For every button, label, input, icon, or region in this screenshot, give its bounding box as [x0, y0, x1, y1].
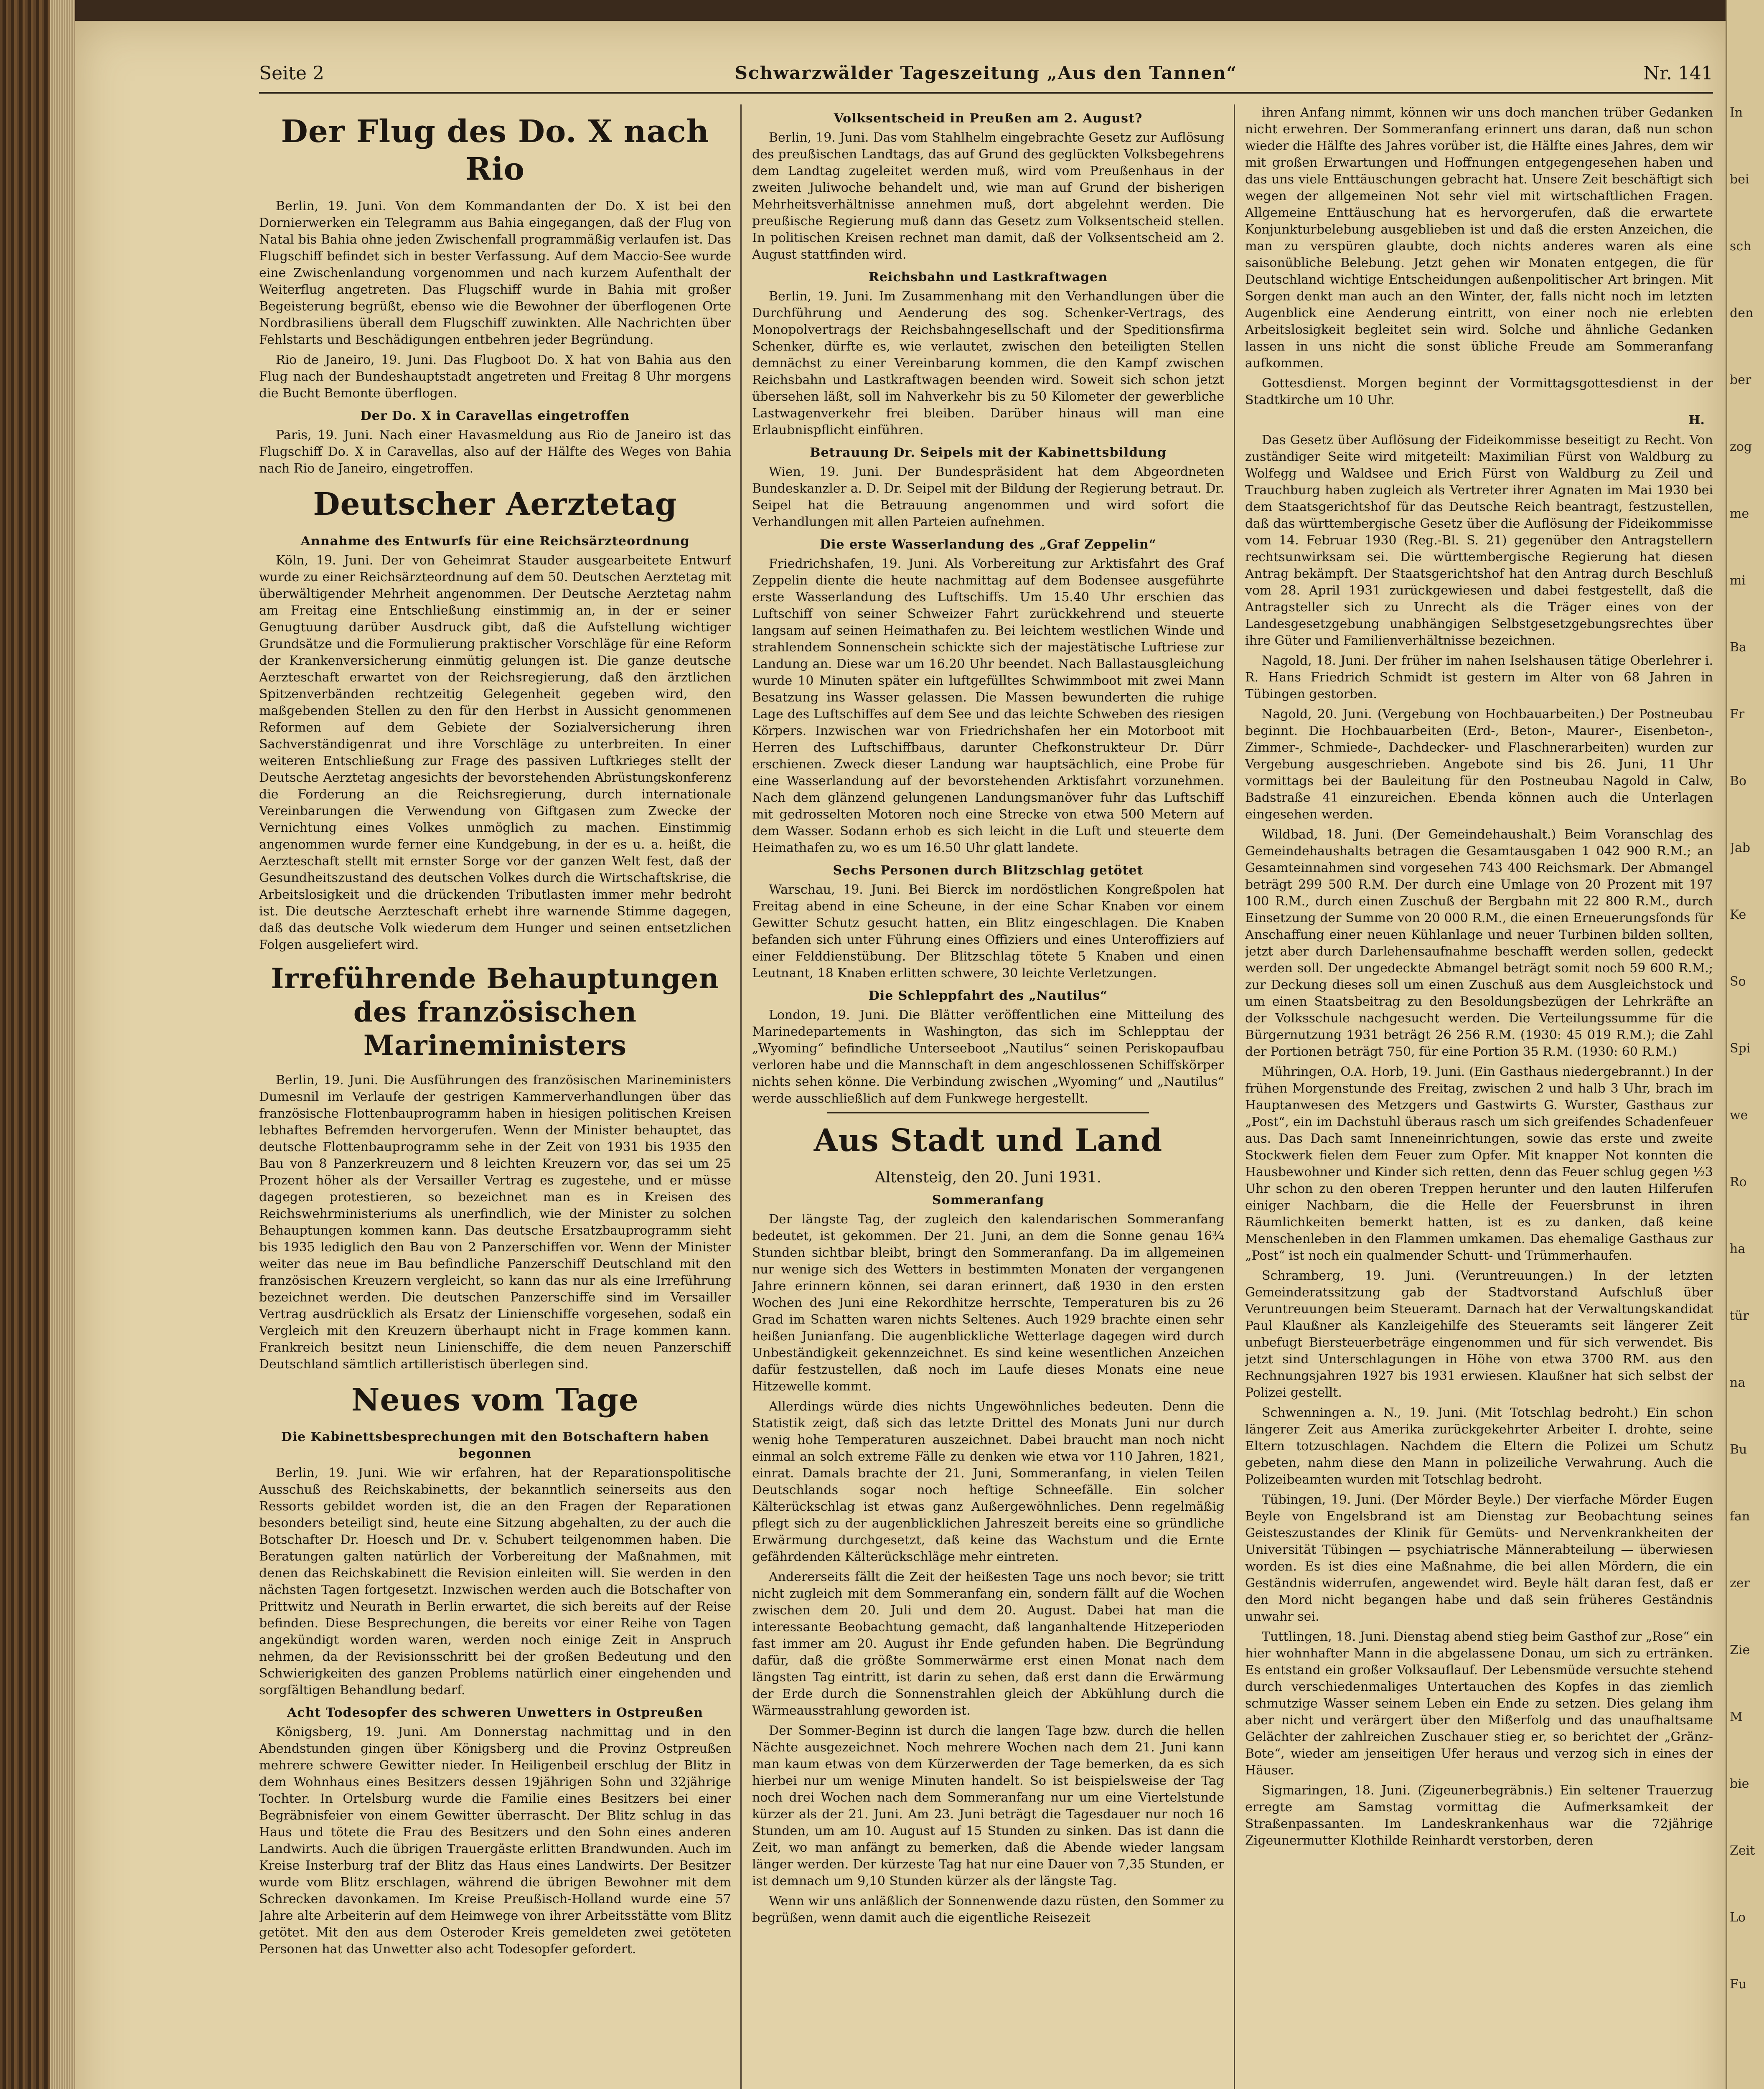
article-paragraph: Nagold, 18. Juni. Der früher im nahen Iselshausen tätige Oberlehrer i. R. Hans Friedrich Schmidt ist gestern im Alter von 68 Jahren in Tübingen gestorben.: [1245, 653, 1713, 701]
subheadline: Annahme des Entwurfs für eine Reichsärzteordnung: [300, 534, 690, 549]
adjacent-text-fragment: Bu: [1730, 1442, 1747, 1457]
adjacent-text-fragment: na: [1730, 1375, 1746, 1390]
article-paragraph: Königsberg, 19. Juni. Am Donnerstag nachmittag und in den Abendstunden gingen über Königsberg und die Provinz Ostpreußen mehrere schwere Gewitter nieder. In Heiligenbeil erschlug der Blitz in dem Wohnhaus eines Besitzers dessen 19jährigen Sohn und 32jährige Tochter. In Ortelsburg wurde die Familie eines Besitzers bei einer Begräbnisfeier von einem Gewitter überrascht. Der Blitz schlug in das Haus und tötete die Frau des Besitzers und den Sohn eines anderen Landwirts. Auch die übrigen Trauergäste erlitten Brandwunden. Auch im Kreise Insterburg traf der Blitz das Haus eines Landwirts. Der Besitzer wurde vom Blitz erschlagen, während die übrigen Bewohner mit dem Schrecken davonkamen. Im Kreise Preußisch-Holland wurde eine 57 Jahre alte Arbeiterin auf dem Heimwege von ihrer Arbeitsstätte vom Blitz getötet. Mit den aus dem Osteroder Kreis gemeldeten zwei getöteten Personen hat das Unwetter also acht Todesopfer gefordert.: [259, 1725, 731, 1957]
author-initial: H.: [1688, 413, 1705, 427]
adjacent-page-fragment: [1730, 104, 1759, 2089]
article-paragraph: Berlin, 19. Juni. Die Ausführungen des französischen Marineministers Dumesnil im Verlaufe der gestrigen Kammerverhandlungen über das französische Flottenbauprogramm haben in hiesigen politischen Kreisen lebhaftes Befremden hervorgerufen. Wenn der Minister behauptet, das deutsche Flottenbauprogramm sehe in der Zeit von 1931 bis 1935 den Bau von 8 Panzerkreuzern und 8 leichten Kreuzern vor, das sei um 25 Prozent höher als der Versailler Vertrag es zugestehe, und er müsse dagegen protestieren, so bezeichnet man es in Kreisen des Reichswehrministeriums als unerfindlich, wie der Minister zu solchen Behauptungen kommen kann. Das deutsche Ersatzbauprogramm sieht bis 1935 lediglich den Bau von 2 Panzerschiffen vor. Wenn der Minister weiter das neue im Bau befindliche Panzerschiff Deutschland mit den französischen Kreuzern vergleicht, so kann das nur als eine Irreführung bezeichnet werden. Die deutschen Panzerschiffe sind im Versailler Vertrag ausdrücklich als Ersatz der Linienschiffe vorgesehen, sodaß ein Vergleich mit den Kreuzern überhaupt nicht in Frage kommen kann. Frankreich besitzt neun Linienschiffe, die dem neuen Panzerschiff Deutschland sämtlich artilleristisch überlegen sind.: [259, 1073, 731, 1372]
subheadline: Der Do. X in Caravellas eingetroffen: [360, 409, 630, 423]
subheadline: Sechs Personen durch Blitzschlag getötet: [833, 863, 1144, 878]
article-paragraph: Der Sommer-Beginn ist durch die langen Tage bzw. durch die hellen Nächte ausgezeichnet. Noch mehrere Wochen nach dem 21. Juni kann man kaum etwas von dem Kürzerwerden der Tage bemerken, da es sich hierbei nur um wenige Minuten handelt. So ist beispielsweise der Tag noch drei Wochen nach dem Sommeranfang nur um eine Viertelstunde kürzer als der 21. Juni. Am 23. Juni beträgt die Tagesdauer nur noch 16 Stunden, um am 10. August auf 15 Stunden zu sinken. Das ist dann die Zeit, wo man anfängt zu bemerken, daß die Abende wieder langsam länger werden. Der kürzeste Tag hat nur eine Dauer von 7,35 Stunden, er ist demnach um 9,10 Stunden kürzer als der längste Tag.: [752, 1723, 1224, 1888]
newspaper-title: Schwarzwälder Tageszeitung „Aus den Tannen“: [735, 63, 1238, 83]
adjacent-text-fragment: In: [1730, 105, 1743, 120]
column-3: [1245, 104, 1713, 2089]
adjacent-text-fragment: Lo: [1730, 1910, 1746, 1925]
adjacent-text-fragment: Jab: [1730, 841, 1751, 855]
headline-neues-vom-tage: Neues vom Tage: [351, 1382, 639, 1418]
adjacent-text-fragment: Fr: [1730, 707, 1745, 722]
headline-aus-stadt-und-land: Aus Stadt und Land: [813, 1123, 1163, 1159]
subheadline: Sommeranfang: [932, 1193, 1045, 1207]
adjacent-text-fragment: zer: [1730, 1576, 1750, 1591]
column-1: [259, 104, 731, 2089]
adjacent-text-fragment: So: [1730, 974, 1746, 989]
adjacent-text-fragment: ber: [1730, 373, 1751, 387]
adjacent-text-fragment: Bo: [1730, 774, 1747, 788]
adjacent-text-fragment: sch: [1730, 239, 1751, 254]
adjacent-text-fragment: fan: [1730, 1509, 1750, 1524]
article-paragraph: Paris, 19. Juni. Nach einer Havasmeldung aus Rio de Janeiro ist das Flugschiff Do. X in Caravellas, also auf der Hälfte des Weges von Bahia nach Rio de Janeiro, eingetroffen.: [259, 428, 731, 476]
adjacent-text-fragment: Zie: [1730, 1643, 1750, 1657]
adjacent-text-fragment: Ro: [1730, 1175, 1747, 1189]
adjacent-text-fragment: me: [1730, 506, 1749, 521]
subheadline: Die erste Wasserlandung des „Graf Zeppelin“: [820, 537, 1157, 552]
article-paragraph: Nagold, 20. Juni. (Vergebung von Hochbauarbeiten.) Der Postneubau beginnt. Die Hochbauarbeiten (Erd-, Beton-, Maurer-, Eisenbeton-, Zimmer-, Schmiede-, Dachdecker- und Flaschnerarbeiten) wurden zur Vergebung ausgeschrieben. Angebote sind bis 26. Juni, 11 Uhr vormittags bei der Bauleitung für den Postneubau Nagold in Calw, Badstraße 41 einzureichen. Ebenda können auch die Unterlagen eingesehen werden.: [1245, 707, 1713, 822]
adjacent-text-fragment: bei: [1730, 172, 1749, 187]
headline-aerztetag: Deutscher Aerztetag: [313, 486, 677, 522]
article-paragraph: Rio de Janeiro, 19. Juni. Das Flugboot Do. X hat von Bahia aus den Flug nach der Bundeshauptstadt angetreten und Freitag 8 Uhr morgens die Bucht Bemonte überflogen.: [259, 353, 731, 401]
page-label: Seite 2: [259, 63, 324, 84]
page-header: [259, 63, 1713, 94]
dateline: Altensteig, den 20. Juni 1931.: [874, 1169, 1102, 1186]
article-paragraph: Schramberg, 19. Juni. (Veruntreuungen.) In der letzten Gemeinderatssitzung gab der Stadtvorstand Aufschluß über Veruntreuungen beim Steueramt. Darnach hat der Verwaltungskandidat Paul Klaußner als Kanzleigehilfe des Steueramts seit längerer Zeit unbefugt Biersteuerbeträge eingenommen und für sich verwendet. Bis jetzt sind Unterschlagungen in Höhe von etwa 3700 RM. aus den Rechnungsjahren 1927 bis 1931 erwiesen. Klaußner hat sich selbst der Polizei gestellt.: [1245, 1268, 1713, 1400]
article-paragraph: Schwenningen a. N., 19. Juni. (Mit Totschlag bedroht.) Ein schon längerer Zeit aus Amerika zurückgekehrter Arbeiter I. drohte, seine Eltern totzuschlagen. Nachdem die Eltern die Polizei um Schutz gebeten, nahm diese den Mann in polizeiliche Verwahrung. Auch die Polizeibeamten wurden mit Totschlag bedroht.: [1245, 1405, 1713, 1487]
adjacent-text-fragment: ha: [1730, 1242, 1746, 1256]
article-paragraph: Wien, 19. Juni. Der Bundespräsident hat dem Abgeordneten Bundeskanzler a. D. Dr. Seipel mit der Bildung der Regierung betraut. Dr. Seipel hat die Betrauung angenommen und wird sofort die Verhandlungen mit allen Parteien aufnehmen.: [752, 465, 1224, 529]
adjacent-text-fragment: zog: [1730, 440, 1752, 454]
subheadline: Acht Todesopfer des schweren Unwetters in Ostpreußen: [287, 1705, 703, 1720]
article-paragraph: Der längste Tag, der zugleich den kalendarischen Sommeranfang bedeutet, ist gekommen. Der 21. Juni, an dem die Sonne genau 16¾ Stunden sichtbar bleibt, bringt den Sommeranfang. Da im allgemeinen nur wenige sich des Wetters in bestimmten Monaten der vergangenen Jahre erinnern können, sei daran erinnert, daß 1930 in den ersten Wochen des Juni eine Rekordhitze herrschte, Temperaturen bis zu 26 Grad im Schatten waren nichts Seltenes. Auch 1929 brachte einen sehr heißen Junianfang. Die augenblickliche Wetterlage dagegen wird durch Unbeständigkeit gekennzeichnet. Es sind keine wesentlichen Anzeichen dafür festzustellen, daß noch im Laufe dieses Monats eine neue Hitzewelle kommt.: [752, 1212, 1224, 1394]
subheadline: Die Kabinettsbesprechungen mit den Botschaftern haben begonnen: [281, 1430, 709, 1461]
column-rule: [1234, 104, 1235, 2089]
article-paragraph: London, 19. Juni. Die Blätter veröffentlichen eine Mitteilung des Marinedepartements in Washington, das sich im Schlepptau der „Wyoming“ befindliche Unterseeboot „Nautilus“ seinen Periskopaufbau verloren habe und die Mannschaft in dem angeschlossenen Schiffskörper nichts sehen könne. Die Verbindung zwischen „Wyoming“ und „Nautilus“ werde ausschließlich auf dem Funkwege hergestellt.: [752, 1008, 1224, 1106]
adjacent-text-fragment: bie: [1730, 1776, 1749, 1791]
article-paragraph: Berlin, 19. Juni. Wie wir erfahren, hat der Reparationspolitische Ausschuß des Reichskabinetts, der bekanntlich seinerseits aus den Ressorts gebildet worden ist, die an den Fragen der Reparationen besonders beteiligt sind, heute eine Sitzung abgehalten, zu der auch die Botschafter Dr. Hoesch und Dr. v. Schubert teilgenommen haben. Die Beratungen galten natürlich der Vorbereitung der Maßnahmen, mit denen das Reichskabinett die Revision einleiten will. Sie werden in den nächsten Tagen fortgesetzt. Inzwischen werden auch die Botschafter von Prittwitz und Neurath in Berlin erwartet, die sich bereits auf der Reise befinden. Diese Besprechungen, die bereits vor einer Reihe von Tagen angekündigt worden waren, werden noch einige Zeit in Anspruch nehmen, da der Revisionsschritt bei der großen Bedeutung und den Schwierigkeiten des ganzen Problems natürlich einer eingehenden und sorgfältigen Behandlung bedarf.: [259, 1466, 731, 1698]
headline-marineminister: Irreführende Behauptungen des französischen Marineministers: [271, 962, 719, 1062]
article-paragraph: Berlin, 19. Juni. Das vom Stahlhelm eingebrachte Gesetz zur Auflösung des preußischen Landtags, das auf Grund des geglückten Volksbegehrens dem Landtag zugeleitet werden muß, wird vom Preußenhaus in der zweiten Juliwoche behandelt und, wie man auf Grund der bisherigen Mehrheitsverhältnisse annehmen muß, dort abgelehnt werden. Die preußische Regierung muß dann das Gesetz zum Volksentscheid stellen. In politischen Kreisen rechnet man damit, daß der Volksentscheid am 2. August stattfinden wird.: [752, 130, 1224, 262]
adjacent-text-fragment: Fu: [1730, 1977, 1747, 1992]
article-paragraph: Friedrichshafen, 19. Juni. Als Vorbereitung zur Arktisfahrt des Graf Zeppelin diente die heute nachmittag auf dem Bodensee ausgeführte erste Wasserlandung des Luftschiffs. Um 15.40 Uhr erschien das Luftschiff von seiner Schweizer Fahrt zurückkehrend und steuerte langsam auf seinen Heimathafen zu. Bei leichtem westlichen Winde und strahlendem Sonnenschein schickte sich der majestätische Luftriese zur Landung an. Diese war um 16.20 Uhr beendet. Nach Ballastausgleichung wurde 10 Minuten später ein luftgefülltes Schwimmboot mit zwei Mann Besatzung ins Wasser gelassen. Die Massen bewunderten die ruhige Lage des Luftschiffes auf dem See und das leichte Schweben des riesigen Körpers. Inzwischen war von Friedrichshafen her ein Motorboot mit Herren des Luftschiffbaus, darunter Chefkonstrukteur Dr. Dürr erschienen. Zweck dieser Landung war hauptsächlich, eine Probe für eine Wasserlandung auf der bevorstehenden Arktisfahrt vorzunehmen. Nach dem glänzend gelungenen Landungsmanöver fuhr das Luftschiff mit gedrosselten Motoren noch eine Strecke von etwa 500 Metern auf dem Wasser. Sodann erhob es sich leicht in die Luft und steuerte dem Heimathafen zu, wo es um 16.50 Uhr glatt landete.: [752, 557, 1224, 855]
adjacent-text-fragment: tür: [1730, 1309, 1749, 1323]
article-paragraph: Sigmaringen, 18. Juni. (Zigeunerbegräbnis.) Ein seltener Trauerzug erregte am Samstag vormittag die Aufmerksamkeit der Straßenpassanten. Im Landeskrankenhaus war die 72jährige Zigeunermutter Klothilde Reinhardt verstorben, deren: [1245, 1783, 1713, 1848]
article-paragraph: Warschau, 19. Juni. Bei Bierck im nordöstlichen Kongreßpolen hat Freitag abend in eine Scheune, in der eine Schar Knaben vor einem Gewitter Schutz gesucht hatten, ein Blitz eingeschlagen. Die Knaben befanden sich unter Führung eines Offiziers und eines Unteroffiziers auf einer Felddienstübung. Der Blitzschlag tötete 5 Knaben und einen Leutnant, 18 Knaben erlitten schwere, 30 leichte Verletzungen.: [752, 882, 1224, 981]
article-paragraph: Berlin, 19. Juni. Im Zusammenhang mit den Verhandlungen über die Durchführung und Aenderung des sog. Schenker-Vertrags, des Monopolvertrags der Reichsbahngesellschaft und der Speditionsfirma Schenker, dürfte es, wie verlautet, zwischen den beteiligten Stellen demnächst zu einer Vereinbarung kommen, die den Kampf zwischen Reichsbahn und Lastkraftwagen beenden wird. Soweit sich schon jetzt übersehen läßt, soll im Nahverkehr bis zu 50 Kilometer der gewerbliche Lastwagenverkehr frei bleiben. Darüber hinaus will man eine Erlaubnispflicht einführen.: [752, 289, 1224, 437]
column-rule: [740, 104, 742, 2089]
column-2: [752, 104, 1224, 2089]
adjacent-text-fragment: Ke: [1730, 907, 1746, 922]
adjacent-text-fragment: M: [1730, 1710, 1743, 1724]
adjacent-text-fragment: Zeit: [1730, 1843, 1755, 1858]
subheadline: Reichsbahn und Lastkraftwagen: [868, 270, 1108, 285]
article-paragraph: Das Gesetz über Auflösung der Fideikommisse beseitigt zu Recht. Von zuständiger Seite wird mitgeteilt: Maximilian Fürst von Waldburg zu Wolfegg und Waldsee und Erich Fürst von Waldburg zu Zeil und Trauchburg haben zugleich als Vertreter ihrer Agnaten im Mai 1930 bei dem Staatsgerichtshof für das Deutsche Reich beantragt, festzustellen, daß das württembergische Gesetz über die Auflösung der Fideikommisse vom 14. Februar 1930 (Reg.-Bl. S. 21) gegenüber den Antragstellern rechtsunwirksam sei. Die württembergische Regierung hat diesen Antrag bekämpft. Der Staatsgerichtshof hat den Antrag durch Beschluß vom 28. April 1931 zurückgewiesen und dabei festgestellt, daß die Antragsteller sich zu Unrecht als die Träger eines von der Landesgesetzgebung unabhängigen Selbstgesetzgebungsrechtes über ihre Güter und Familienverhältnisse bezeichnen.: [1245, 433, 1713, 648]
adjacent-text-fragment: we: [1730, 1108, 1748, 1123]
headline-flug-do-x: Der Flug des Do. X nach Rio: [281, 114, 709, 187]
article-paragraph: Gottesdienst. Morgen beginnt der Vormittagsgottesdienst in der Stadtkirche um 10 Uhr.: [1245, 376, 1713, 407]
adjacent-text-fragment: den: [1730, 306, 1754, 320]
adjacent-text-fragment: Spi: [1730, 1041, 1751, 1056]
article-paragraph: Wildbad, 18. Juni. (Der Gemeindehaushalt.) Beim Voranschlag des Gemeindehaushalts betragen die Gesamtausgaben 1 042 900 R.M.; an Gesamteinnahmen sind vorgesehen 743 400 Reichsmark. Der Abmangel beträgt 299 500 R.M. Der durch eine Umlage von 20 Prozent mit 197 100 R.M., durch einen Zuschuß der Bergbahn mit 22 800 R.M., durch Einsetzung der Summe von 20 000 R.M., die einen Erneuerungsfonds für Anschaffung einer neuen Kühlanlage und neuer Turbinen bilden sollten, jetzt aber durch Darlehensaufnahme beschafft werden sollen, gedeckt werden soll. Der ungedeckte Abmangel beträgt somit noch 59 600 R.M.; zur Deckung dieses soll um einen Zuschuß aus dem Ausgleichstock und um einen Staatsbeitrag zu den Besoldungsbezügen der Lehrkräfte an der Volksschule nachgesucht werden. Die Verteilungssumme für die Bürgernutzung 1931 beträgt 26 256 R.M. (1930: 45 019 R.M.); die Zahl der Portionen beträgt 750, für eine Portion 35 R.M. (1930: 60 R.M.): [1245, 827, 1713, 1059]
article-paragraph: Mühringen, O.A. Horb, 19. Juni. (Ein Gasthaus niedergebrannt.) In der frühen Morgenstunde des Freitag, zwischen 2 und halb 3 Uhr, brach im Hauptanwesen des Metzgers und Gastwirts G. Wurster, Gasthaus zur „Post“, ein im Dachstuhl überaus rasch um sich greifendes Schadenfeuer aus. Das Dach samt Inneneinrichtungen, sowie das erste und zweite Stockwerk fielen dem Feuer zum Opfer. Mit knapper Not konnten die Hausbewohner und Kinder sich retten, denn das Feuer schlug gegen ½3 Uhr schon zu den oberen Treppen herunter und den lauten Hilferufen einiger Nachbarn, die die Helle der Feuersbrunst in ihren Räumlichkeiten bemerkt hatten, ist es zu danken, daß keine Menschenleben in den Flammen umkamen. Das ehemalige Gasthaus zur „Post“ ist noch ein qualmender Schutt- und Trümmerhaufen.: [1245, 1065, 1713, 1263]
article-paragraph: Berlin, 19. Juni. Von dem Kommandanten der Do. X ist bei den Dornierwerken ein Telegramm aus Bahia eingegangen, daß der Flug von Natal bis Bahia ohne jeden Zwischenfall programmäßig verlaufen ist. Das Flugschiff befindet sich in bester Verfassung. Auf dem Maccio-See wurde eine Zwischenlandung vorgenommen und nach kurzem Aufenthalt der Weiterflug angetreten. Das Flugschiff wurde in Bahia mit großer Begeisterung begrüßt, ebenso wie die Bewohner der überflogenen Orte Nordbrasiliens überall dem Flugschiff zuwinkten. Alle Nachrichten über Fehlstarts und Beschädigungen entbehren jeder Begründung.: [259, 199, 731, 347]
section-divider: [827, 1112, 1149, 1113]
adjacent-text-fragment: mi: [1730, 573, 1746, 588]
article-paragraph: Andererseits fällt die Zeit der heißesten Tage uns noch bevor; sie tritt nicht zugleich mit dem Sommeranfang ein, sondern fällt auf die Wochen zwischen dem 20. Juli und dem 20. August. Dabei hat man die interessante Beobachtung gemacht, daß langanhaltende Hitzeperioden fast immer am 20. August ihr Ende gefunden haben. Die Begründung dafür, daß die größte Sommerwärme erst einen Monat nach dem längsten Tag eintritt, ist darin zu sehen, daß erst dann die Erwärmung der Erde durch die Sonnenstrahlen gleich der Abkühlung durch die Wärmeausstrahlung geworden ist.: [752, 1570, 1224, 1718]
article-paragraph: ihren Anfang nimmt, können wir uns doch manchen trüber Gedanken nicht erwehren. Der Sommeranfang erinnert uns daran, daß nun schon wieder die Hälfte des Jahres vorüber ist, die Hälfte eines Jahres, dem wir mit großen Erwartungen und Hoffnungen entgegengesehen haben und das uns viele Enttäuschungen gebracht hat. Unsere Zeit beschäftigt sich wegen der allgemeinen Not sehr viel mit wirtschaftlichen Fragen. Allgemeine Enttäuschung hat es hervorgerufen, daß die erwartete Konjunkturbelebung ausgeblieben ist und daß die ersten Anzeichen, die man zu verspüren glaubte, doch nichts anderes waren als eine saisonübliche Belebung. Jetzt gehen wir Monaten entgegen, die für Deutschland wichtige Entscheidungen außenpolitischer Art bringen. Mit Sorgen denkt man auch an den Winter, der, falls nicht noch im letzten Augenblick eine Aenderung eintritt, von einer noch nie erlebten Arbeitslosigkeit begleitet sein wird. Solche und ähnliche Gedanken lassen in uns nicht die sonst übliche Freude am Sommeranfang aufkommen.: [1245, 105, 1713, 371]
subheadline: Die Schleppfahrt des „Nautilus“: [868, 989, 1108, 1003]
book-binding: [0, 0, 50, 2089]
page-stack-edge: [50, 0, 75, 2089]
issue-number: Nr. 141: [1643, 63, 1713, 84]
article-paragraph: Tuttlingen, 18. Juni. Dienstag abend stieg beim Gasthof zur „Rose“ ein hier wohnhafter Mann in die abgelassene Donau, um sich zu ertränken. Es entstand ein großer Volksauflauf. Der Lebensmüde versuchte stehend durch verschiedenmaliges Untertauchen des Kopfes in das ziemlich schmutzige Wasser seinem Leben ein Ende zu setzen. Dies gelang ihm aber nicht und verärgert über den Mißerfolg und das unaufhaltsame Gelächter der zahlreichen Zuschauer stieg er, so berichtet der „Gränz-Bote“, wieder am jenseitigen Ufer heraus und verzog sich in eines der Häuser.: [1245, 1629, 1713, 1778]
article-paragraph: Köln, 19. Juni. Der von Geheimrat Stauder ausgearbeitete Entwurf wurde zu einer Reichsärzteordnung auf dem 50. Deutschen Aerztetag mit überwältigender Mehrheit angenommen. Der Deutsche Aerztetag nahm am Freitag eine Entschließung einstimmig an, in der er seiner Genugtuung darüber Ausdruck gibt, daß die Aufstellung wichtiger Grundsätze und die Formulierung praktischer Vorschläge für eine Reform der Krankenversicherung einmütig gelungen ist. Die ganze deutsche Aerzteschaft erwartet von der Reichsregierung, daß den ärztlichen Spitzenverbänden rechtzeitig Gelegenheit gegeben wird, den maßgebenden Stellen zu den für den Herbst in Aussicht genommenen Reformen auf dem Gebiete der Sozialversicherung ihren Sachverständigenrat und ihre Vorschläge zu unterbreiten. In einer weiteren Entschließung zur Frage des passiven Luftkrieges stellt der Deutsche Aerztetag angesichts der bevorstehenden Abrüstungskonferenz die Forderung an die Reichsregierung, durch internationale Vereinbarungen die Verwendung von Giftgasen zum Zwecke der Vernichtung eines Volkes unmöglich zu machen. Einstimmig angenommen wurde ferner eine Kundgebung, in der es u. a. heißt, die Aerzteschaft stellt mit ernster Sorge vor der ganzen Welt fest, daß der Gesundheitszustand des deutschen Volkes durch die Wirtschaftskrise, die Arbeitslosigkeit und die drückenden Tributlasten immer mehr bedroht ist. Die deutsche Aerzteschaft erhebt ihre warnende Stimme dagegen, daß das deutsche Volk wiederum dem Hunger und seinen entsetzlichen Folgen ausgeliefert wird.: [259, 553, 731, 952]
subheadline: Volksentscheid in Preußen am 2. August?: [834, 111, 1143, 126]
subheadline: Betrauung Dr. Seipels mit der Kabinettsbildung: [810, 445, 1167, 460]
article-paragraph: Allerdings würde dies nichts Ungewöhnliches bedeuten. Denn die Statistik zeigt, daß sich das letzte Drittel des Monats Juni nur durch wenig hohe Temperaturen auszeichnet. Dabei braucht man noch nicht einmal an solch extreme Fälle zu denken wie etwa vor 110 Jahren, 1821, einrat. Damals brachte der 21. Juni, Sommeranfang, in vielen Teilen Deutschlands sogar noch heftige Schneefälle. Ein solcher Kälterückschlag ist etwas ganz Außergewöhnliches. Denn regelmäßig pflegt sich zu der augenblicklichen Jahreszeit bereits eine so gründliche Erwärmung durchgesetzt, daß keine das Wachstum und die Ernte gefährdenden Kälterückschläge mehr eintreten.: [752, 1399, 1224, 1564]
adjacent-text-fragment: Ba: [1730, 640, 1746, 655]
article-paragraph: Tübingen, 19. Juni. (Der Mörder Beyle.) Der vierfache Mörder Eugen Beyle von Engelsbrand ist am Dienstag zur Beobachtung seines Geisteszustandes der Klinik für Gemüts- und Nervenkrankheiten der Universität Tübingen — psychiatrische Männerabteilung — überwiesen worden. Es ist dies eine Maßnahme, die bei allen Mördern, die ein Geständnis widerrufen, angewendet wird. Beyle hält daran fest, daß er den Mord nicht begangen habe und daß sein früheres Geständnis unwahr sei.: [1245, 1492, 1713, 1624]
article-paragraph: Wenn wir uns anläßlich der Sonnenwende dazu rüsten, den Sommer zu begrüßen, wenn damit auch die eigentliche Reisezeit: [752, 1894, 1224, 1925]
